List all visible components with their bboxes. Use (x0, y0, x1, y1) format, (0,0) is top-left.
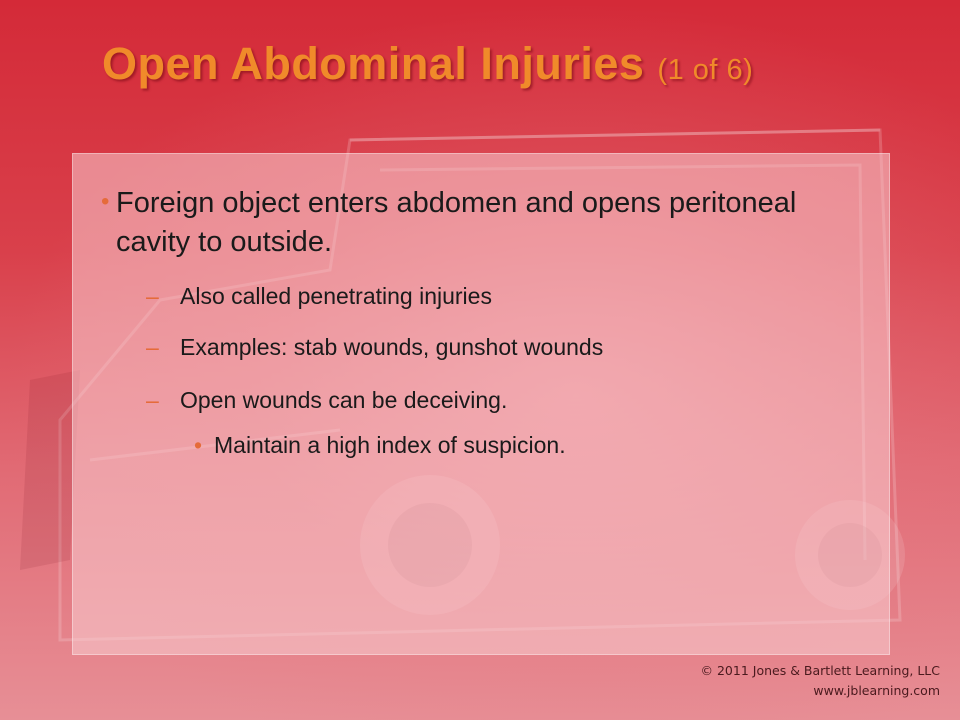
sub-bullet-3 (146, 387, 507, 414)
publisher-website: www.jblearning.com (813, 683, 940, 698)
dash-icon: – (146, 334, 159, 360)
sub-bullet-1 (146, 283, 492, 310)
slide-title-page-indicator: (1 of 6) (657, 54, 754, 86)
sub-sub-bullet (194, 432, 566, 459)
copyright-footer (701, 661, 941, 701)
dash-icon: – (146, 283, 159, 309)
sub-bullet-text: Open wounds can be deceiving. (180, 387, 508, 413)
copyright-notice: © 2011 Jones & Bartlett Learning, LLC (700, 663, 940, 678)
sub-sub-bullet-text: Maintain a high index of suspicion. (214, 432, 566, 458)
bullet-icon: • (194, 432, 203, 458)
bullet-icon: • (101, 188, 110, 215)
bullet-main (101, 184, 846, 262)
bullet-main-text: Foreign object enters abdomen and opens peritoneal cavity to outside. (116, 187, 797, 258)
sub-bullet-text: Also called penetrating injuries (180, 283, 492, 309)
slide-title (102, 38, 753, 90)
slide-title-main: Open Abdominal Injuries (102, 38, 645, 89)
dash-icon: – (146, 387, 159, 413)
sub-bullet-2 (146, 334, 603, 361)
sub-bullet-text: Examples: stab wounds, gunshot wounds (180, 334, 604, 360)
